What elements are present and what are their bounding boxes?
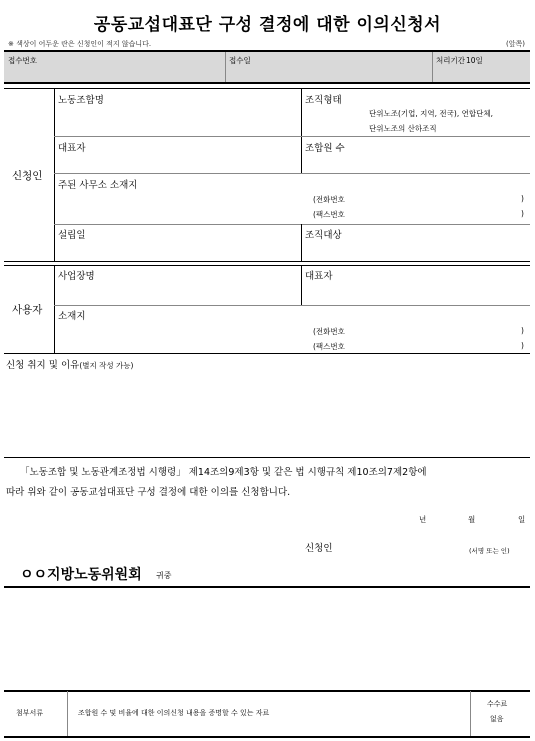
employer-label-divider [54,265,55,353]
fee-value: 없음 [490,715,504,723]
business-name-label: 사업장명 [58,271,95,282]
recipient-bottom-border [4,586,530,588]
reason-label [6,357,133,371]
shading-note: ※ 색상이 어두운 란은 신청인이 적지 않습니다. [8,40,152,48]
reason-bottom-border [4,457,530,458]
statement-line-1: 「노동조합 및 노동관계조정법 시행령」 제14조의9제3항 및 같은 법 시행규칙 제10조의7제2항에 [20,467,427,478]
statement-line-2: 따라 위와 같이 공동교섭대표단 구성 결정에 대한 이의를 신청합니다. [6,487,291,498]
recipient-suffix: 귀중 [156,571,172,580]
employer-phone-label: (전화번호 [313,327,345,336]
processing-period-value: 10일 [466,56,483,65]
established-date-label: 설립일 [58,230,86,241]
applicant-row-line-3 [54,224,530,225]
top-border [4,50,530,52]
employer-representative-label: 대표자 [305,271,333,282]
employer-location-label: 소재지 [58,311,86,322]
employer-col-divider [301,265,302,305]
receipt-date-label: 접수일 [229,56,251,65]
date-day-label: 일 [518,515,526,524]
applicant-row-line-2 [54,173,530,174]
union-name-label: 노동조합명 [58,95,104,106]
employer-row-line [54,305,530,306]
applicant-bottom-border [4,261,530,262]
reason-label-text: 신청 취지 및 이유 [6,360,80,371]
attachment-divider-1 [67,691,68,736]
recipient-name: ㅇㅇ지방노동위원회 [20,567,142,583]
org-form-label: 조직형태 [305,95,342,106]
attachment-content: 조합원 수 및 비율에 대한 이의신청 내용을 증명할 수 있는 자료 [78,709,270,717]
applicant-representative-label: 대표자 [58,143,86,154]
applicant-fax-label: (팩스번호 [313,210,345,219]
signature-note: (서명 또는 인) [469,547,510,555]
applicant-phone-label: (전화번호 [313,195,345,204]
fee-label: 수수료 [487,700,508,708]
applicant-phone-close: ) [521,194,524,203]
employer-fax-close: ) [521,341,524,350]
main-office-label: 주된 사무소 소재지 [58,180,138,191]
receipt-bottom-border [4,82,530,84]
employer-phone-close: ) [521,326,524,335]
form-title: 공동교섭대표단 구성 결정에 대한 이의신청서 [93,15,442,35]
receipt-divider-2 [432,52,433,82]
applicant-fax-close: ) [521,209,524,218]
processing-period-label: 처리기간 [436,56,465,65]
attachment-divider-2 [470,691,471,736]
applicant-section-label: 신청인 [12,170,43,182]
page-bottom-border [4,736,530,738]
receipt-number-label: 접수번호 [8,56,37,65]
applicant-row-line-1 [54,136,530,137]
page-side-note: (앞쪽) [506,40,525,48]
applicant-col-divider-1 [301,88,302,173]
receipt-divider-1 [225,52,226,82]
employer-bottom-border [4,353,530,354]
employer-fax-label: (팩스번호 [313,342,345,351]
attachment-label: 첨부서류 [16,709,44,717]
union-members-label: 조합원 수 [305,143,345,154]
applicant-col-divider-2 [301,224,302,261]
date-month-label: 월 [468,515,476,524]
org-form-options-line1: 단위노조(기업, 지역, 전국), 연합단체, [369,109,493,118]
applicant-top-border [4,88,530,89]
signature-applicant-label: 신청인 [305,543,333,554]
attachment-top-border [4,690,530,692]
employer-top-border [4,265,530,266]
reason-note: (별지 작성 가능) [79,361,134,370]
applicant-label-divider [54,88,55,261]
org-form-options-line2: 단위노조의 산하조직 [369,124,437,133]
date-year-label: 년 [419,515,427,524]
employer-section-label: 사용자 [12,304,43,316]
org-target-label: 조직대상 [305,230,342,241]
